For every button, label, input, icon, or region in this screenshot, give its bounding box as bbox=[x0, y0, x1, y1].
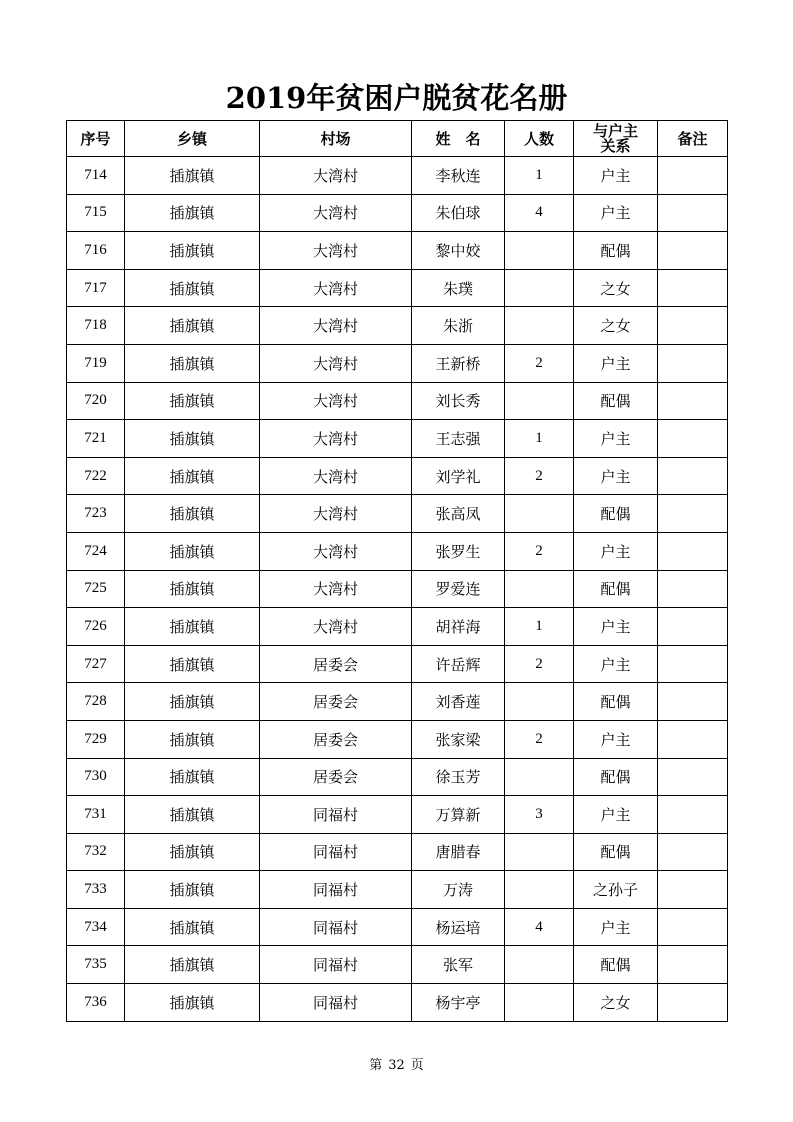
cell-index: 720 bbox=[67, 382, 125, 420]
cell-note bbox=[658, 382, 728, 420]
cell-name: 王新桥 bbox=[412, 344, 505, 382]
cell-town: 插旗镇 bbox=[125, 720, 260, 758]
cell-town: 插旗镇 bbox=[125, 758, 260, 796]
header-name: 姓 名 bbox=[412, 121, 505, 157]
cell-note bbox=[658, 796, 728, 834]
cell-note bbox=[658, 269, 728, 307]
cell-note bbox=[658, 232, 728, 270]
cell-relation: 户主 bbox=[574, 457, 658, 495]
cell-relation: 配偶 bbox=[574, 382, 658, 420]
table-row bbox=[67, 157, 728, 195]
cell-relation: 户主 bbox=[574, 532, 658, 570]
cell-count bbox=[505, 871, 574, 909]
cell-town: 插旗镇 bbox=[125, 495, 260, 533]
cell-note bbox=[658, 157, 728, 195]
cell-town: 插旗镇 bbox=[125, 532, 260, 570]
cell-note bbox=[658, 871, 728, 909]
cell-name: 张家梁 bbox=[412, 720, 505, 758]
cell-relation: 户主 bbox=[574, 420, 658, 458]
cell-index: 715 bbox=[67, 194, 125, 232]
header-relation bbox=[574, 121, 658, 157]
page-number: 32 bbox=[388, 1058, 405, 1073]
cell-name: 朱璞 bbox=[412, 269, 505, 307]
cell-count bbox=[505, 307, 574, 345]
cell-name: 胡祥海 bbox=[412, 608, 505, 646]
cell-count bbox=[505, 495, 574, 533]
cell-index: 725 bbox=[67, 570, 125, 608]
cell-index: 726 bbox=[67, 608, 125, 646]
page-footer bbox=[0, 1056, 793, 1076]
header-town: 乡镇 bbox=[125, 121, 260, 157]
cell-relation: 配偶 bbox=[574, 495, 658, 533]
cell-count bbox=[505, 946, 574, 984]
cell-note bbox=[658, 946, 728, 984]
cell-village: 居委会 bbox=[260, 720, 412, 758]
table-row bbox=[67, 194, 728, 232]
cell-count bbox=[505, 683, 574, 721]
table-row bbox=[67, 683, 728, 721]
cell-note bbox=[658, 908, 728, 946]
cell-name: 徐玉芳 bbox=[412, 758, 505, 796]
cell-village: 居委会 bbox=[260, 645, 412, 683]
cell-relation: 户主 bbox=[574, 908, 658, 946]
cell-town: 插旗镇 bbox=[125, 871, 260, 909]
cell-index: 729 bbox=[67, 720, 125, 758]
header-note: 备注 bbox=[658, 121, 728, 157]
cell-town: 插旗镇 bbox=[125, 457, 260, 495]
roster-body bbox=[67, 157, 728, 1022]
cell-relation: 户主 bbox=[574, 796, 658, 834]
cell-index: 722 bbox=[67, 457, 125, 495]
cell-index: 714 bbox=[67, 157, 125, 195]
cell-index: 727 bbox=[67, 645, 125, 683]
table-row bbox=[67, 570, 728, 608]
cell-index: 733 bbox=[67, 871, 125, 909]
cell-index: 732 bbox=[67, 833, 125, 871]
cell-relation: 户主 bbox=[574, 194, 658, 232]
cell-village: 同福村 bbox=[260, 796, 412, 834]
table-row bbox=[67, 871, 728, 909]
cell-name: 许岳辉 bbox=[412, 645, 505, 683]
cell-town: 插旗镇 bbox=[125, 908, 260, 946]
table-row bbox=[67, 495, 728, 533]
cell-count bbox=[505, 984, 574, 1022]
cell-town: 插旗镇 bbox=[125, 984, 260, 1022]
cell-village: 大湾村 bbox=[260, 344, 412, 382]
cell-village: 同福村 bbox=[260, 946, 412, 984]
cell-note bbox=[658, 720, 728, 758]
cell-name: 朱浙 bbox=[412, 307, 505, 345]
table-row bbox=[67, 608, 728, 646]
cell-village: 大湾村 bbox=[260, 307, 412, 345]
cell-name: 万涛 bbox=[412, 871, 505, 909]
header-relation-line1: 与户主 bbox=[592, 121, 638, 140]
table-row bbox=[67, 382, 728, 420]
cell-note bbox=[658, 984, 728, 1022]
cell-index: 717 bbox=[67, 269, 125, 307]
cell-note bbox=[658, 420, 728, 458]
cell-relation: 户主 bbox=[574, 157, 658, 195]
cell-count: 2 bbox=[505, 532, 574, 570]
page-title: 2019年贫困户脱贫花名册 bbox=[225, 81, 568, 115]
cell-count bbox=[505, 833, 574, 871]
cell-village: 同福村 bbox=[260, 833, 412, 871]
table-row bbox=[67, 833, 728, 871]
cell-town: 插旗镇 bbox=[125, 194, 260, 232]
cell-village: 大湾村 bbox=[260, 532, 412, 570]
cell-name: 刘学礼 bbox=[412, 457, 505, 495]
cell-relation: 之女 bbox=[574, 984, 658, 1022]
table-row bbox=[67, 269, 728, 307]
table-row bbox=[67, 307, 728, 345]
cell-note bbox=[658, 495, 728, 533]
cell-town: 插旗镇 bbox=[125, 157, 260, 195]
cell-count: 2 bbox=[505, 645, 574, 683]
cell-relation: 配偶 bbox=[574, 946, 658, 984]
cell-name: 张罗生 bbox=[412, 532, 505, 570]
roster-table bbox=[66, 120, 728, 1022]
cell-index: 716 bbox=[67, 232, 125, 270]
cell-village: 大湾村 bbox=[260, 608, 412, 646]
table-row bbox=[67, 984, 728, 1022]
cell-relation: 户主 bbox=[574, 608, 658, 646]
cell-town: 插旗镇 bbox=[125, 833, 260, 871]
cell-count bbox=[505, 232, 574, 270]
cell-count: 4 bbox=[505, 194, 574, 232]
header-row bbox=[67, 121, 728, 157]
cell-village: 大湾村 bbox=[260, 232, 412, 270]
cell-town: 插旗镇 bbox=[125, 946, 260, 984]
cell-index: 728 bbox=[67, 683, 125, 721]
cell-index: 736 bbox=[67, 984, 125, 1022]
cell-town: 插旗镇 bbox=[125, 307, 260, 345]
cell-village: 大湾村 bbox=[260, 570, 412, 608]
cell-note bbox=[658, 307, 728, 345]
cell-name: 万算新 bbox=[412, 796, 505, 834]
cell-village: 大湾村 bbox=[260, 420, 412, 458]
cell-note bbox=[658, 683, 728, 721]
cell-town: 插旗镇 bbox=[125, 796, 260, 834]
cell-name: 黎中姣 bbox=[412, 232, 505, 270]
cell-note bbox=[658, 457, 728, 495]
table-row bbox=[67, 796, 728, 834]
cell-name: 刘长秀 bbox=[412, 382, 505, 420]
cell-index: 724 bbox=[67, 532, 125, 570]
cell-name: 杨运培 bbox=[412, 908, 505, 946]
cell-count: 3 bbox=[505, 796, 574, 834]
header-relation-line2: 关系 bbox=[600, 136, 631, 155]
cell-note bbox=[658, 194, 728, 232]
cell-relation: 户主 bbox=[574, 720, 658, 758]
cell-name: 张军 bbox=[412, 946, 505, 984]
cell-count bbox=[505, 758, 574, 796]
cell-village: 居委会 bbox=[260, 683, 412, 721]
table-row bbox=[67, 645, 728, 683]
table-row bbox=[67, 758, 728, 796]
cell-count bbox=[505, 382, 574, 420]
cell-note bbox=[658, 758, 728, 796]
cell-village: 大湾村 bbox=[260, 457, 412, 495]
cell-count: 4 bbox=[505, 908, 574, 946]
cell-relation: 之女 bbox=[574, 307, 658, 345]
cell-village: 大湾村 bbox=[260, 269, 412, 307]
cell-name: 罗爱连 bbox=[412, 570, 505, 608]
cell-village: 大湾村 bbox=[260, 382, 412, 420]
cell-village: 居委会 bbox=[260, 758, 412, 796]
table-row bbox=[67, 720, 728, 758]
cell-name: 李秋连 bbox=[412, 157, 505, 195]
cell-village: 大湾村 bbox=[260, 157, 412, 195]
cell-town: 插旗镇 bbox=[125, 269, 260, 307]
cell-note bbox=[658, 645, 728, 683]
header-count: 人数 bbox=[505, 121, 574, 157]
cell-count: 1 bbox=[505, 420, 574, 458]
cell-count bbox=[505, 570, 574, 608]
cell-relation: 之孙子 bbox=[574, 871, 658, 909]
cell-town: 插旗镇 bbox=[125, 420, 260, 458]
cell-village: 同福村 bbox=[260, 871, 412, 909]
cell-count: 1 bbox=[505, 157, 574, 195]
cell-name: 杨宇亭 bbox=[412, 984, 505, 1022]
table-row bbox=[67, 908, 728, 946]
cell-note bbox=[658, 344, 728, 382]
cell-town: 插旗镇 bbox=[125, 683, 260, 721]
cell-count: 2 bbox=[505, 457, 574, 495]
cell-index: 730 bbox=[67, 758, 125, 796]
cell-note bbox=[658, 570, 728, 608]
cell-relation: 户主 bbox=[574, 344, 658, 382]
header-village: 村场 bbox=[260, 121, 412, 157]
cell-village: 大湾村 bbox=[260, 495, 412, 533]
cell-relation: 配偶 bbox=[574, 833, 658, 871]
cell-note bbox=[658, 608, 728, 646]
cell-village: 同福村 bbox=[260, 908, 412, 946]
cell-index: 718 bbox=[67, 307, 125, 345]
cell-town: 插旗镇 bbox=[125, 645, 260, 683]
cell-village: 同福村 bbox=[260, 984, 412, 1022]
cell-town: 插旗镇 bbox=[125, 344, 260, 382]
cell-index: 721 bbox=[67, 420, 125, 458]
cell-name: 唐腊春 bbox=[412, 833, 505, 871]
cell-index: 734 bbox=[67, 908, 125, 946]
cell-note bbox=[658, 532, 728, 570]
header-index: 序号 bbox=[67, 121, 125, 157]
cell-relation: 户主 bbox=[574, 645, 658, 683]
cell-relation: 之女 bbox=[574, 269, 658, 307]
footer-prefix: 第 bbox=[369, 1058, 383, 1073]
cell-name: 刘香莲 bbox=[412, 683, 505, 721]
cell-relation: 配偶 bbox=[574, 232, 658, 270]
table-row bbox=[67, 946, 728, 984]
table-row bbox=[67, 344, 728, 382]
cell-index: 735 bbox=[67, 946, 125, 984]
cell-count: 2 bbox=[505, 720, 574, 758]
cell-relation: 配偶 bbox=[574, 570, 658, 608]
table-row bbox=[67, 532, 728, 570]
cell-village: 大湾村 bbox=[260, 194, 412, 232]
cell-town: 插旗镇 bbox=[125, 608, 260, 646]
cell-index: 731 bbox=[67, 796, 125, 834]
table-row bbox=[67, 420, 728, 458]
cell-town: 插旗镇 bbox=[125, 232, 260, 270]
cell-index: 719 bbox=[67, 344, 125, 382]
cell-town: 插旗镇 bbox=[125, 570, 260, 608]
cell-count bbox=[505, 269, 574, 307]
table-row bbox=[67, 457, 728, 495]
table-row bbox=[67, 232, 728, 270]
cell-index: 723 bbox=[67, 495, 125, 533]
footer-suffix: 页 bbox=[410, 1058, 424, 1073]
cell-relation: 配偶 bbox=[574, 758, 658, 796]
cell-note bbox=[658, 833, 728, 871]
cell-count: 1 bbox=[505, 608, 574, 646]
cell-count: 2 bbox=[505, 344, 574, 382]
cell-name: 王志强 bbox=[412, 420, 505, 458]
cell-name: 朱伯球 bbox=[412, 194, 505, 232]
cell-name: 张高凤 bbox=[412, 495, 505, 533]
cell-town: 插旗镇 bbox=[125, 382, 260, 420]
cell-relation: 配偶 bbox=[574, 683, 658, 721]
